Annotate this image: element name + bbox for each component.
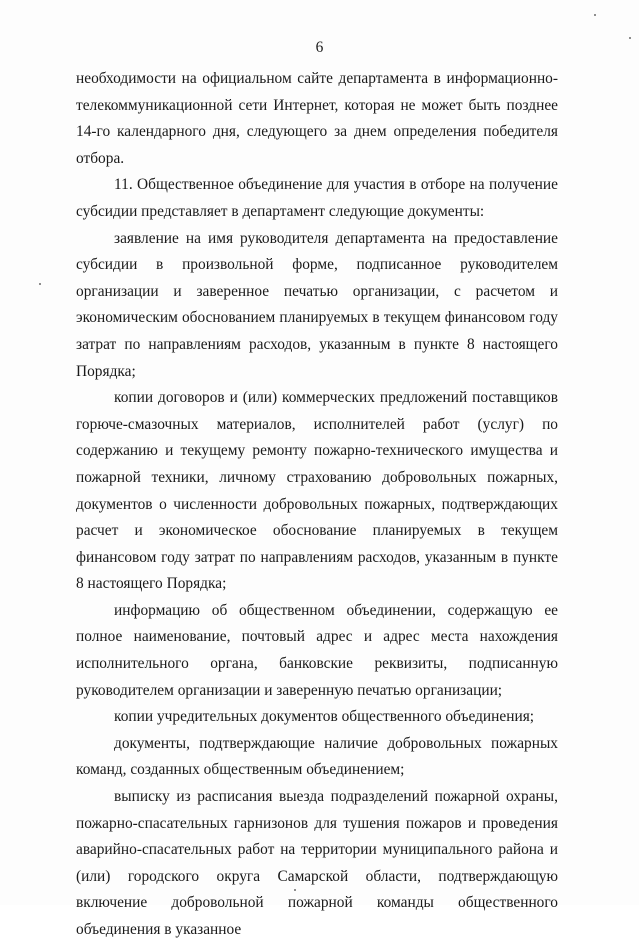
paragraph-application: заявление на имя руководителя департамента на предоставление субсидии в произвольной форме, подписанное руководителем организации и заверенное печатью организации, с расчетом и экономическим обоснованием планируемых в текущем финансовом году затрат по направлениям расходов, указанным в пункте 8 настоящего Порядка;: [76, 229, 558, 380]
document-body: [76, 66, 558, 944]
paragraph-schedule-extract: выписку из расписания выезда подразделений пожарной охраны, пожарно-спасательных гарнизонов для тушения пожаров и проведения аварийно-спасательных работ на территории муниципального района и (или) городского округа Самарской области, подтверждающую включение добровольной пожарной команды общественного объединения в указанное: [76, 788, 558, 938]
scan-speck: [629, 37, 631, 39]
paragraph-organization-info: информацию об общественном объединении, содержащую ее полное наименование, почтовый адрес и адрес места нахождения исполнительного органа, банковские реквизиты, подписанную руководителем организации и заверенную печатью организации;: [76, 601, 558, 699]
paragraph-item-11: 11. Общественное объединение для участия в отборе на получение субсидии представляет в департамент следующие документы:: [76, 176, 558, 220]
scan-speck: [594, 14, 596, 16]
paragraph-fire-teams: документы, подтверждающие наличие добровольных пожарных команд, созданных общественным объединением;: [76, 734, 558, 779]
paragraph-continuation: необходимости на официальном сайте департамента в информационно-телекоммуникационной сети Интернет, которая не может быть позднее 14-го календарного дня, следующего за днем определения победителя отбора.: [76, 70, 558, 167]
paragraph-contract-copies: копии договоров и (или) коммерческих предложений поставщиков горюче-смазочных материалов, исполнителей работ (услуг) по содержанию и текущему ремонту пожарно-технического имущества и пожарной техники, личному страхованию добровольных пожарных, документов о численности добровольных пожарных, подтверждающих расчет и экономическое обоснование планируемых в текущем финансовом году затрат по направлениям расходов, указанным в пункте 8 настоящего Порядка;: [76, 389, 558, 593]
page-number: 6: [315, 39, 324, 56]
scan-speck: [39, 283, 41, 285]
paragraph-founding-documents: копии учредительных документов общественного объединения;: [114, 708, 535, 726]
scan-speck: [294, 889, 296, 891]
